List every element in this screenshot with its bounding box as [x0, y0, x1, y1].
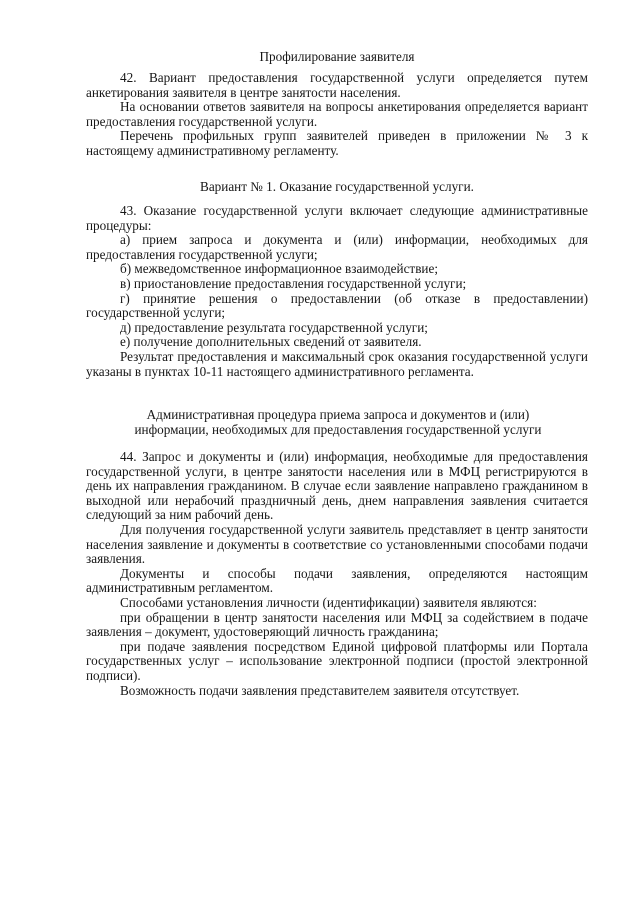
paragraph-line: б) межведомственное информационное взаимодействие; [120, 261, 438, 277]
paragraph-line: д) предоставление результата государственной услуги; [120, 319, 428, 335]
paragraph-line: На основании ответов заявителя на вопросы анкетирования определяется вариант предоставления государственной услуги. [86, 99, 588, 129]
paragraph-line: Результат предоставления и максимальный срок оказания государственной услуги указаны в пунктах 10-11 настоящего административного регламента. [86, 348, 588, 379]
paragraph-44 [86, 450, 588, 698]
paragraph-line: 43. Оказание государственной услуги включает следующие административные процедуры: [86, 203, 588, 233]
heading-text: Административная процедура приема запроса и документов и (или) информации, необходимых для предоставления государственной услуги [134, 407, 542, 437]
paragraph-line: 42. Вариант предоставления государственной услуги определяется путем анкетирования заявителя в центре занятости населения. [86, 70, 588, 100]
paragraph-line: Перечень профильных групп заявителей приведен в приложении № 3 к настоящему административному регламенту. [86, 128, 588, 158]
paragraph-line: а) прием запроса и документа и (или) информации, необходимых для предоставления государственной услуги; [86, 232, 588, 262]
paragraph-line: Для получения государственной услуги заявитель представляет в центр занятости населения заявление и документы в соответствие со установленными способами подачи заявления. [86, 521, 588, 567]
paragraph-42 [86, 71, 588, 159]
paragraph-line: г) принятие решения о предоставлении (об отказе в предоставлении) государственной услуги; [86, 290, 588, 321]
section-heading-profiling [86, 50, 588, 65]
paragraph-line: в) приостановление предоставления государственной услуги; [120, 275, 467, 291]
paragraph-line: Документы и способы подачи заявления, определяются настоящим административным регламентом. [86, 565, 588, 596]
heading-text: Профилирование заявителя [259, 49, 415, 64]
section-heading-procedure [118, 408, 558, 437]
paragraph-line: Возможность подачи заявления представителем заявителя отсутствует. [120, 682, 520, 698]
section-heading-variant [86, 180, 588, 195]
paragraph-line: е) получение дополнительных сведений от заявителя. [120, 334, 422, 350]
paragraph-line: Способами установления личности (идентификации) заявителя являются: [120, 594, 537, 610]
paragraph-line: при обращении в центр занятости населения или МФЦ за содействием в подаче заявления – документ, удостоверяющий личность гражданина; [86, 609, 588, 640]
paragraph-43 [86, 204, 588, 379]
heading-text: Вариант № 1. Оказание государственной услуги. [200, 179, 474, 194]
paragraph-line: 44. Запрос и документы и (или) информация, необходимые для предоставления государственной услуги, в центре занятости населения или в МФЦ регистрируются в день их направления гражданином. В случае если заявление направлено гражданином в выходной или нерабочий праздничный день, днем направления заявления считается следующий за ним рабочий день. [86, 449, 588, 523]
paragraph-line: при подаче заявления посредством Единой цифровой платформы или Портала государственных услуг – использование электронной подписи (простой электронной подписи). [86, 638, 588, 683]
